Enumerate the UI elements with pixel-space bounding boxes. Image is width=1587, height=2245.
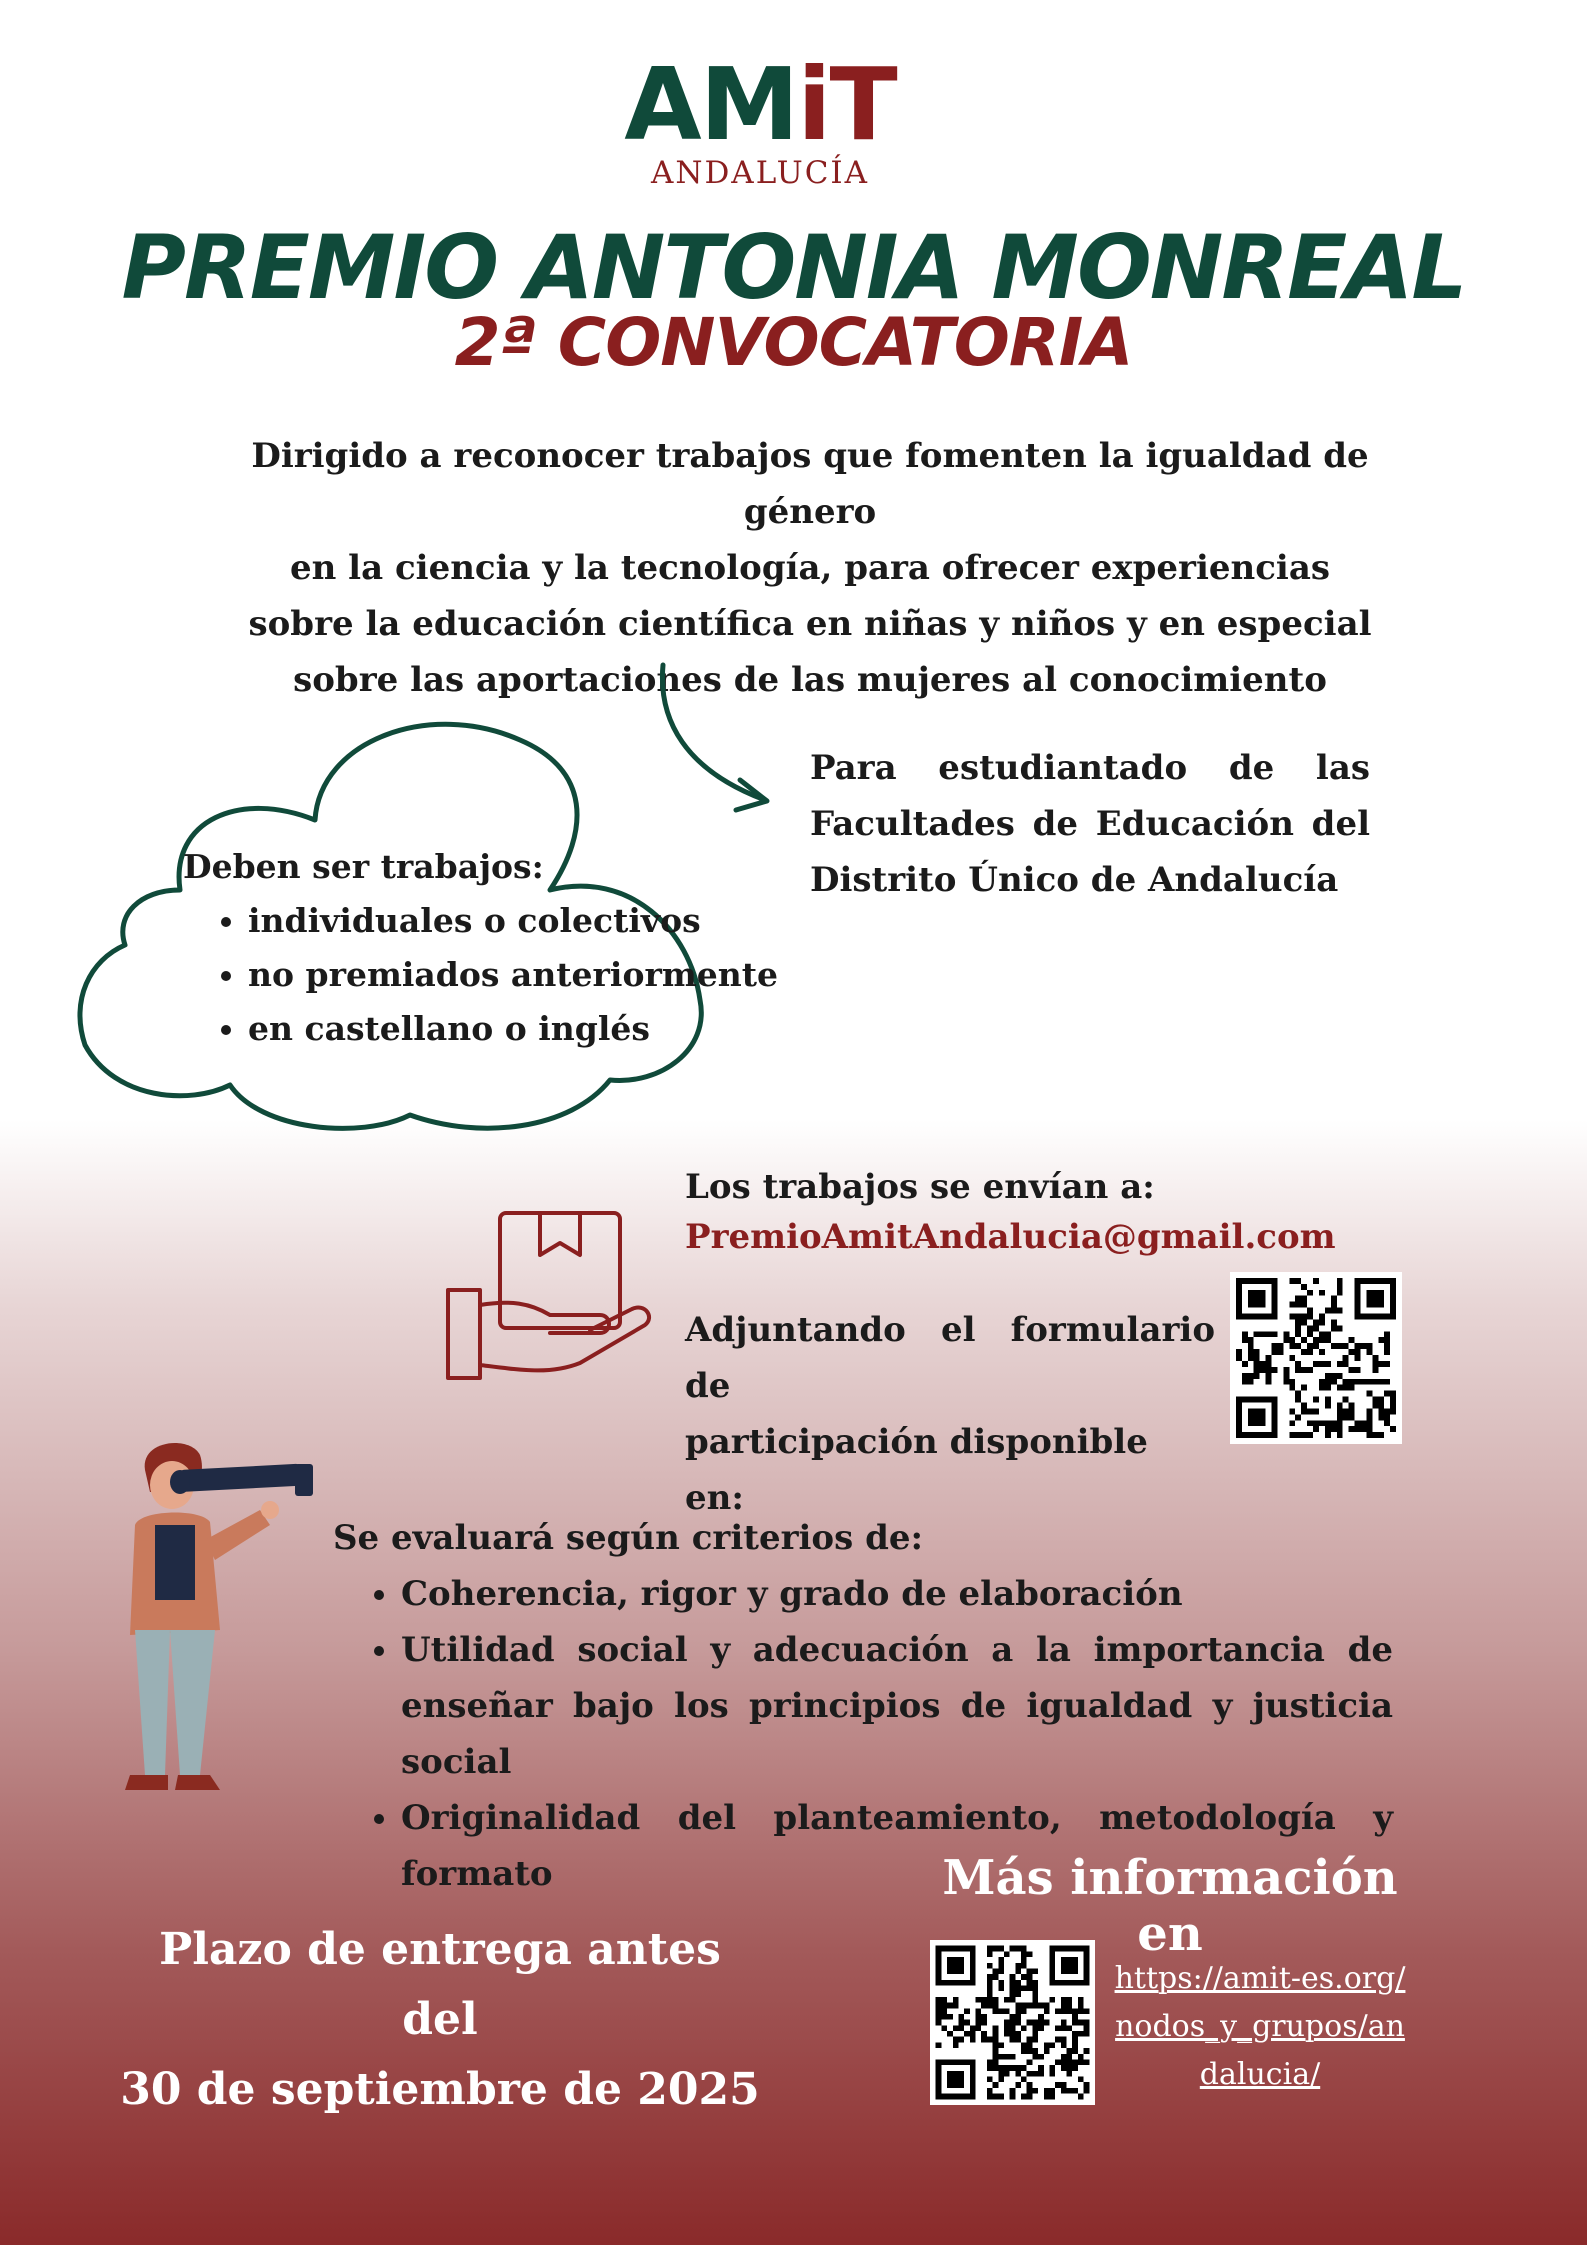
info-url-link[interactable]: https://amit-es.org/nodos_y_grupos/andalucia/ [1114, 1961, 1406, 2092]
deadline-line: Plazo de entrega antes del [159, 1924, 721, 2045]
list-item: • individuales o colectivos [248, 894, 783, 948]
person-with-telescope-illustration [110, 1430, 330, 1810]
more-info-heading: Más información en [942, 1850, 1398, 1962]
logo-subtitle: ANDALUCÍA [650, 155, 870, 191]
requirements-heading: Deben ser trabajos: [183, 847, 544, 886]
deadline-line: 30 de septiembre de 2025 [120, 2064, 760, 2115]
send-label: Los trabajos se envían a: [685, 1167, 1155, 1207]
list-item: • Originalidad del planteamiento, metodología y formato [401, 1790, 1393, 1902]
form-qr-code[interactable] [1230, 1272, 1402, 1444]
requirements-list [183, 894, 783, 1056]
intro-line: sobre la educación científica en niñas y niños y en especial [248, 604, 1372, 644]
send-info [685, 1162, 1355, 1262]
deadline-text [120, 1915, 760, 2125]
intro-line: sobre las aportaciones de las mujeres al conocimiento [293, 660, 1327, 700]
info-qr-code[interactable] [930, 1940, 1095, 2105]
page-title: PREMIO ANTONIA MONREAL [121, 216, 1466, 319]
intro-paragraph [190, 428, 1430, 708]
attach-line: participación disponible en: [685, 1422, 1148, 1518]
email-link[interactable]: PremioAmitAndalucia@gmail.com [685, 1217, 1336, 1257]
intro-line: en la ciencia y la tecnología, para ofrecer experiencias [289, 548, 1331, 588]
attach-line: Adjuntando el formulario de [685, 1310, 1215, 1406]
box-in-hand-icon [440, 1205, 660, 1385]
list-item: • Utilidad social y adecuación a la importancia de enseñar bajo los principios de igualdad y justicia social [401, 1622, 1393, 1790]
audience-line: Facultades de Educación del [810, 804, 1370, 844]
logo-am: AM [624, 46, 798, 163]
audience-text [810, 740, 1370, 908]
intro-line: Dirigido a reconocer trabajos que fomenten la igualdad de género [251, 436, 1369, 532]
list-item: • Coherencia, rigor y grado de elaboración [401, 1566, 1393, 1622]
audience-line: Distrito Único de Andalucía [810, 860, 1339, 900]
criteria-section [333, 1510, 1393, 1902]
list-item: • en castellano o inglés [248, 1002, 783, 1056]
list-item: • no premiados anteriormente [248, 948, 783, 1002]
page-subtitle: 2ª CONVOCATORIA [454, 304, 1133, 381]
attach-info [685, 1302, 1215, 1526]
amit-logo [620, 46, 900, 195]
criteria-heading: Se evaluará según criterios de: [333, 1518, 924, 1558]
requirements-box [183, 840, 783, 1056]
logo-it: iT [797, 46, 896, 163]
audience-line: Para estudiantado de las [810, 748, 1370, 788]
